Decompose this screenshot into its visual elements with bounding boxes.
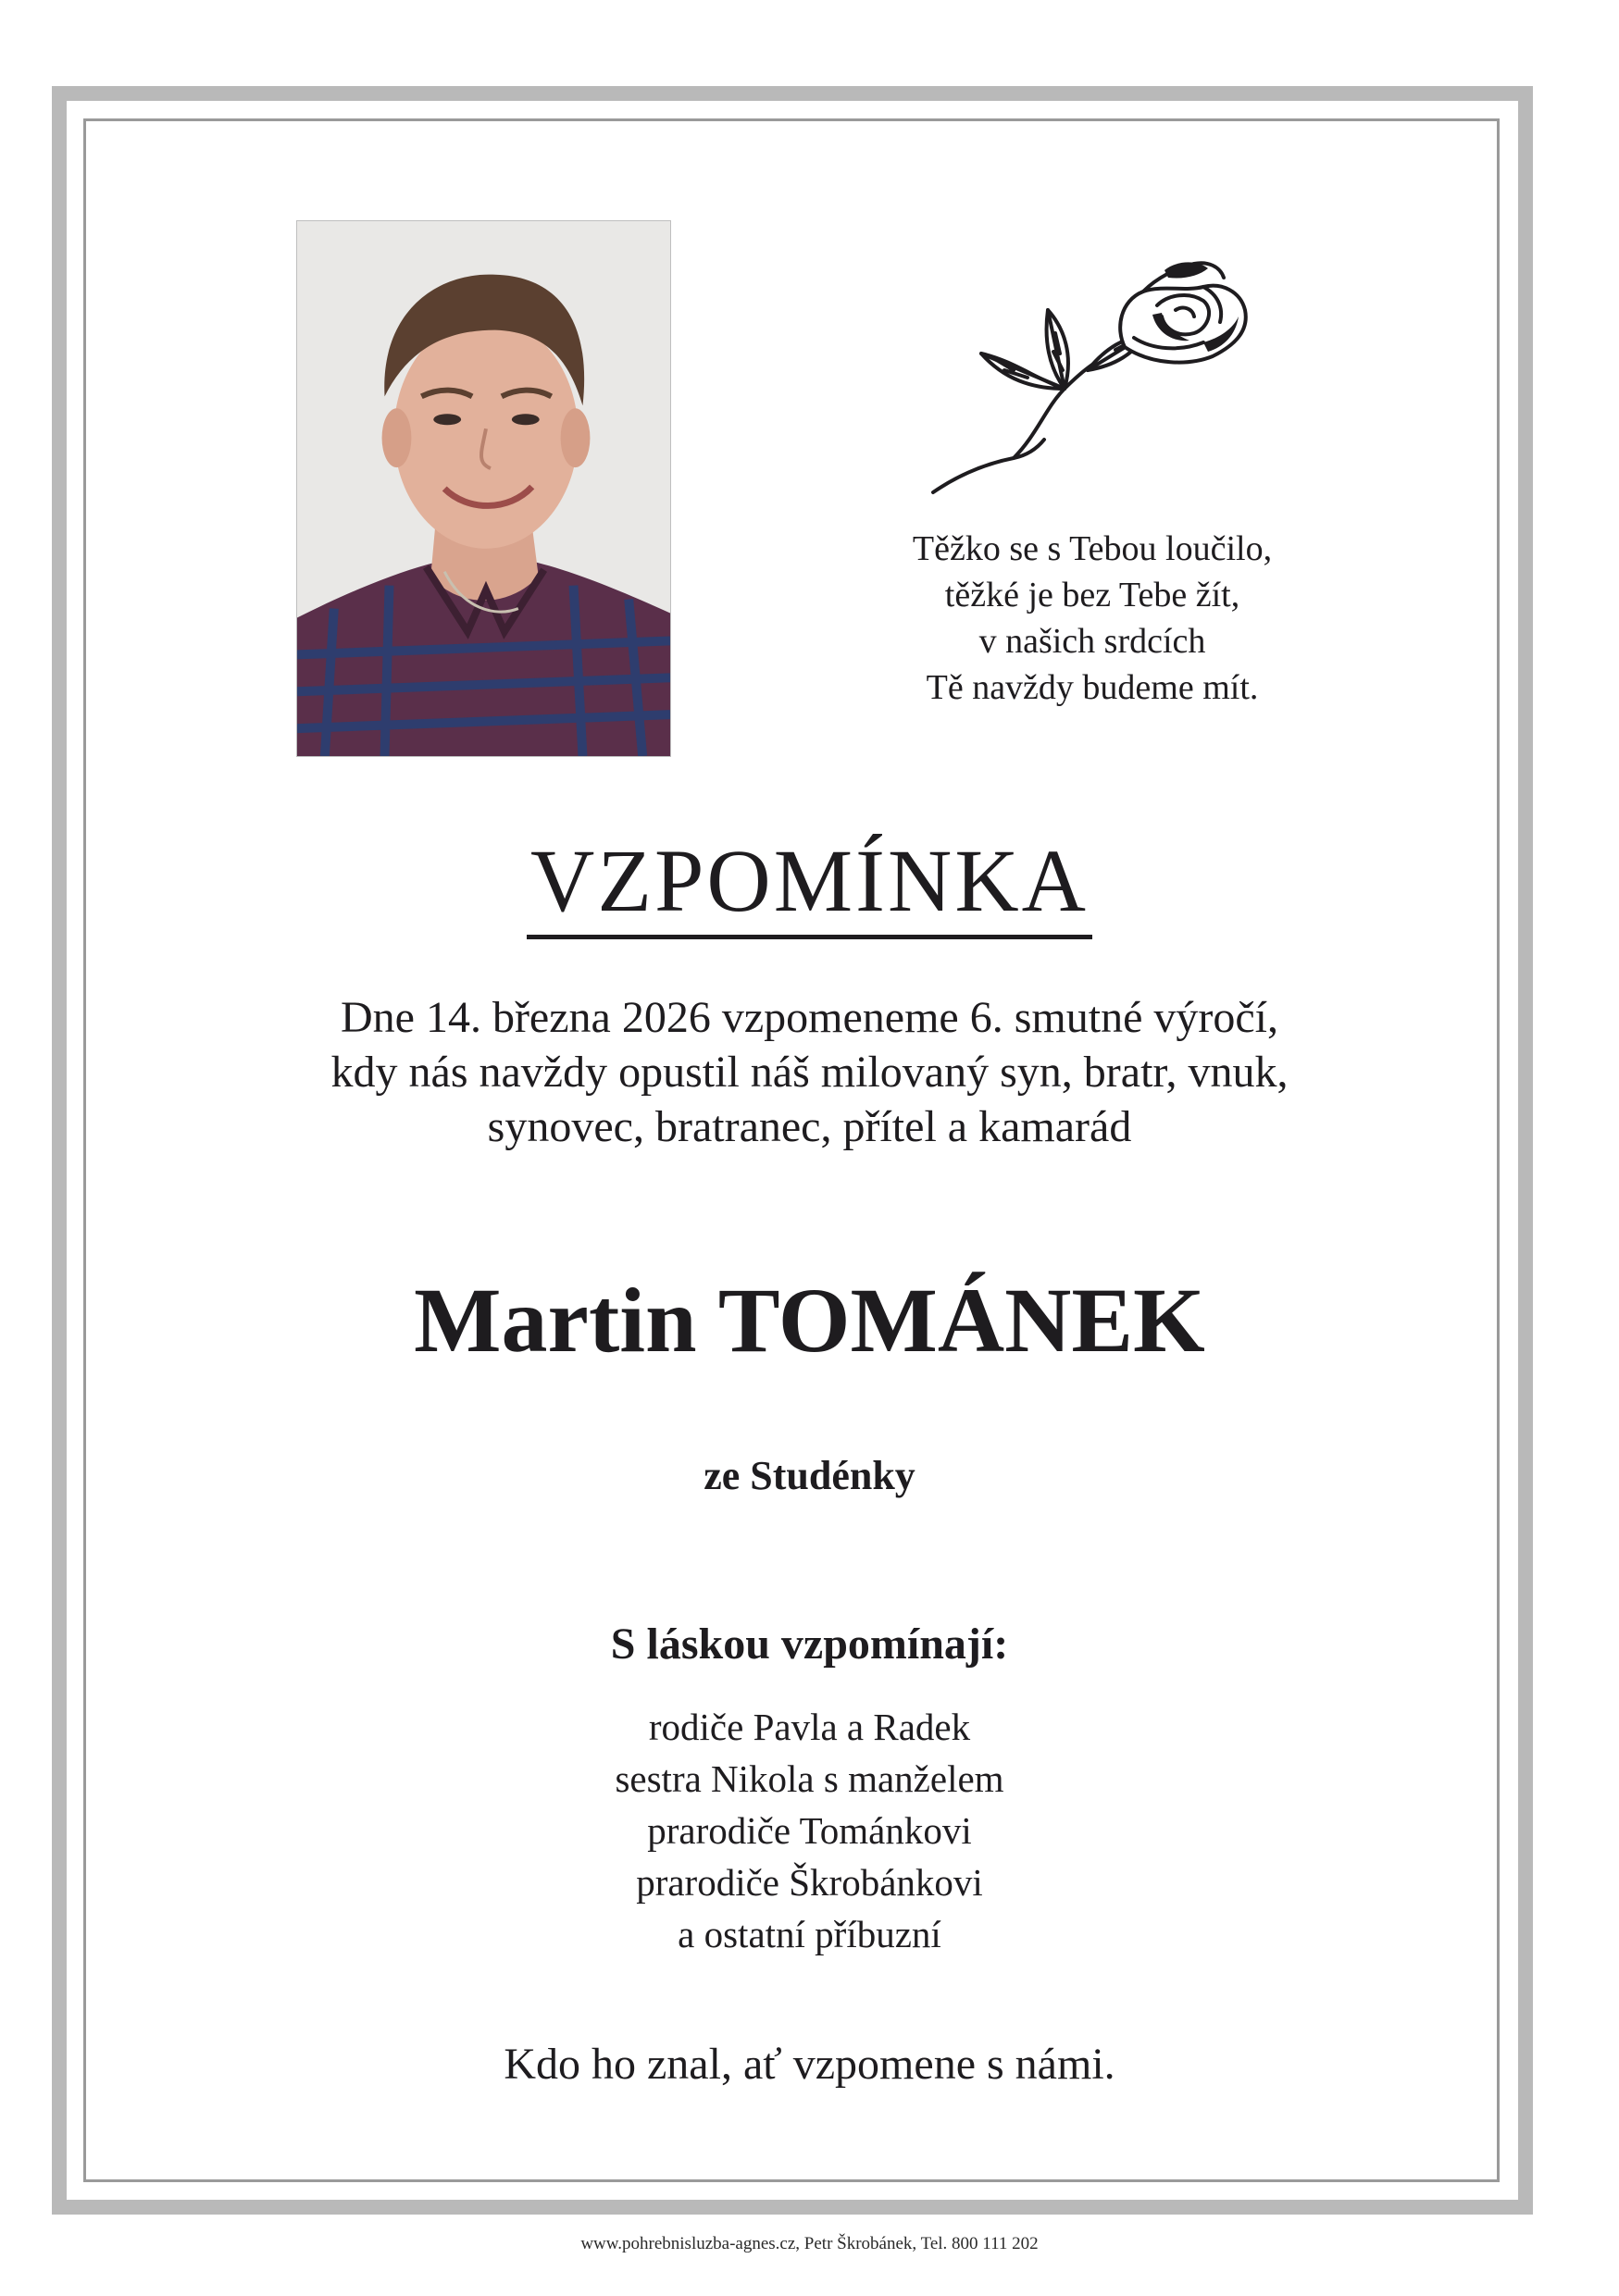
deceased-origin: ze Studénky (704, 1453, 915, 1498)
poem-line: Těžko se s Tebou loučilo, (912, 529, 1273, 568)
mourners-list (0, 1701, 1619, 1960)
closing-line: Kdo ho znal, ať vzpomene s námi. (504, 2040, 1115, 2089)
poem-line: těžké je bez Tebe žít, (944, 576, 1240, 614)
deceased-name: Martin TOMÁNEK (414, 1269, 1205, 1371)
mourner-line: prarodiče Škrobánkovi (636, 1861, 983, 1904)
mourner-line: prarodiče Tománkovi (647, 1809, 972, 1852)
rose-icon (926, 250, 1259, 500)
intro-line: kdy nás navždy opustil náš milovaný syn, bratr, vnuk, (330, 1048, 1289, 1097)
footer-contact: www.pohrebnisluzba-agnes.cz, Petr Škrobánek, Tel. 800 111 202 (580, 2234, 1039, 2253)
page-title-wrapper (0, 833, 1619, 939)
portrait-photo (296, 220, 671, 757)
intro-line: synovec, bratranec, přítel a kamarád (487, 1102, 1132, 1151)
page-title: VZPOMÍNKA (527, 833, 1092, 939)
poem-line: v našich srdcích (978, 622, 1206, 661)
intro-text (0, 990, 1619, 1154)
memorial-poem (796, 526, 1389, 711)
intro-line: Dne 14. března 2026 vzpomeneme 6. smutné výročí, (340, 993, 1279, 1042)
mourner-line: rodiče Pavla a Radek (648, 1706, 971, 1748)
mourner-line: a ostatní příbuzní (678, 1913, 941, 1955)
mourner-line: sestra Nikola s manželem (615, 1757, 1004, 1800)
mourners-heading: S láskou vzpomínají: (610, 1620, 1009, 1669)
poem-line: Tě navždy budeme mít. (926, 668, 1259, 707)
